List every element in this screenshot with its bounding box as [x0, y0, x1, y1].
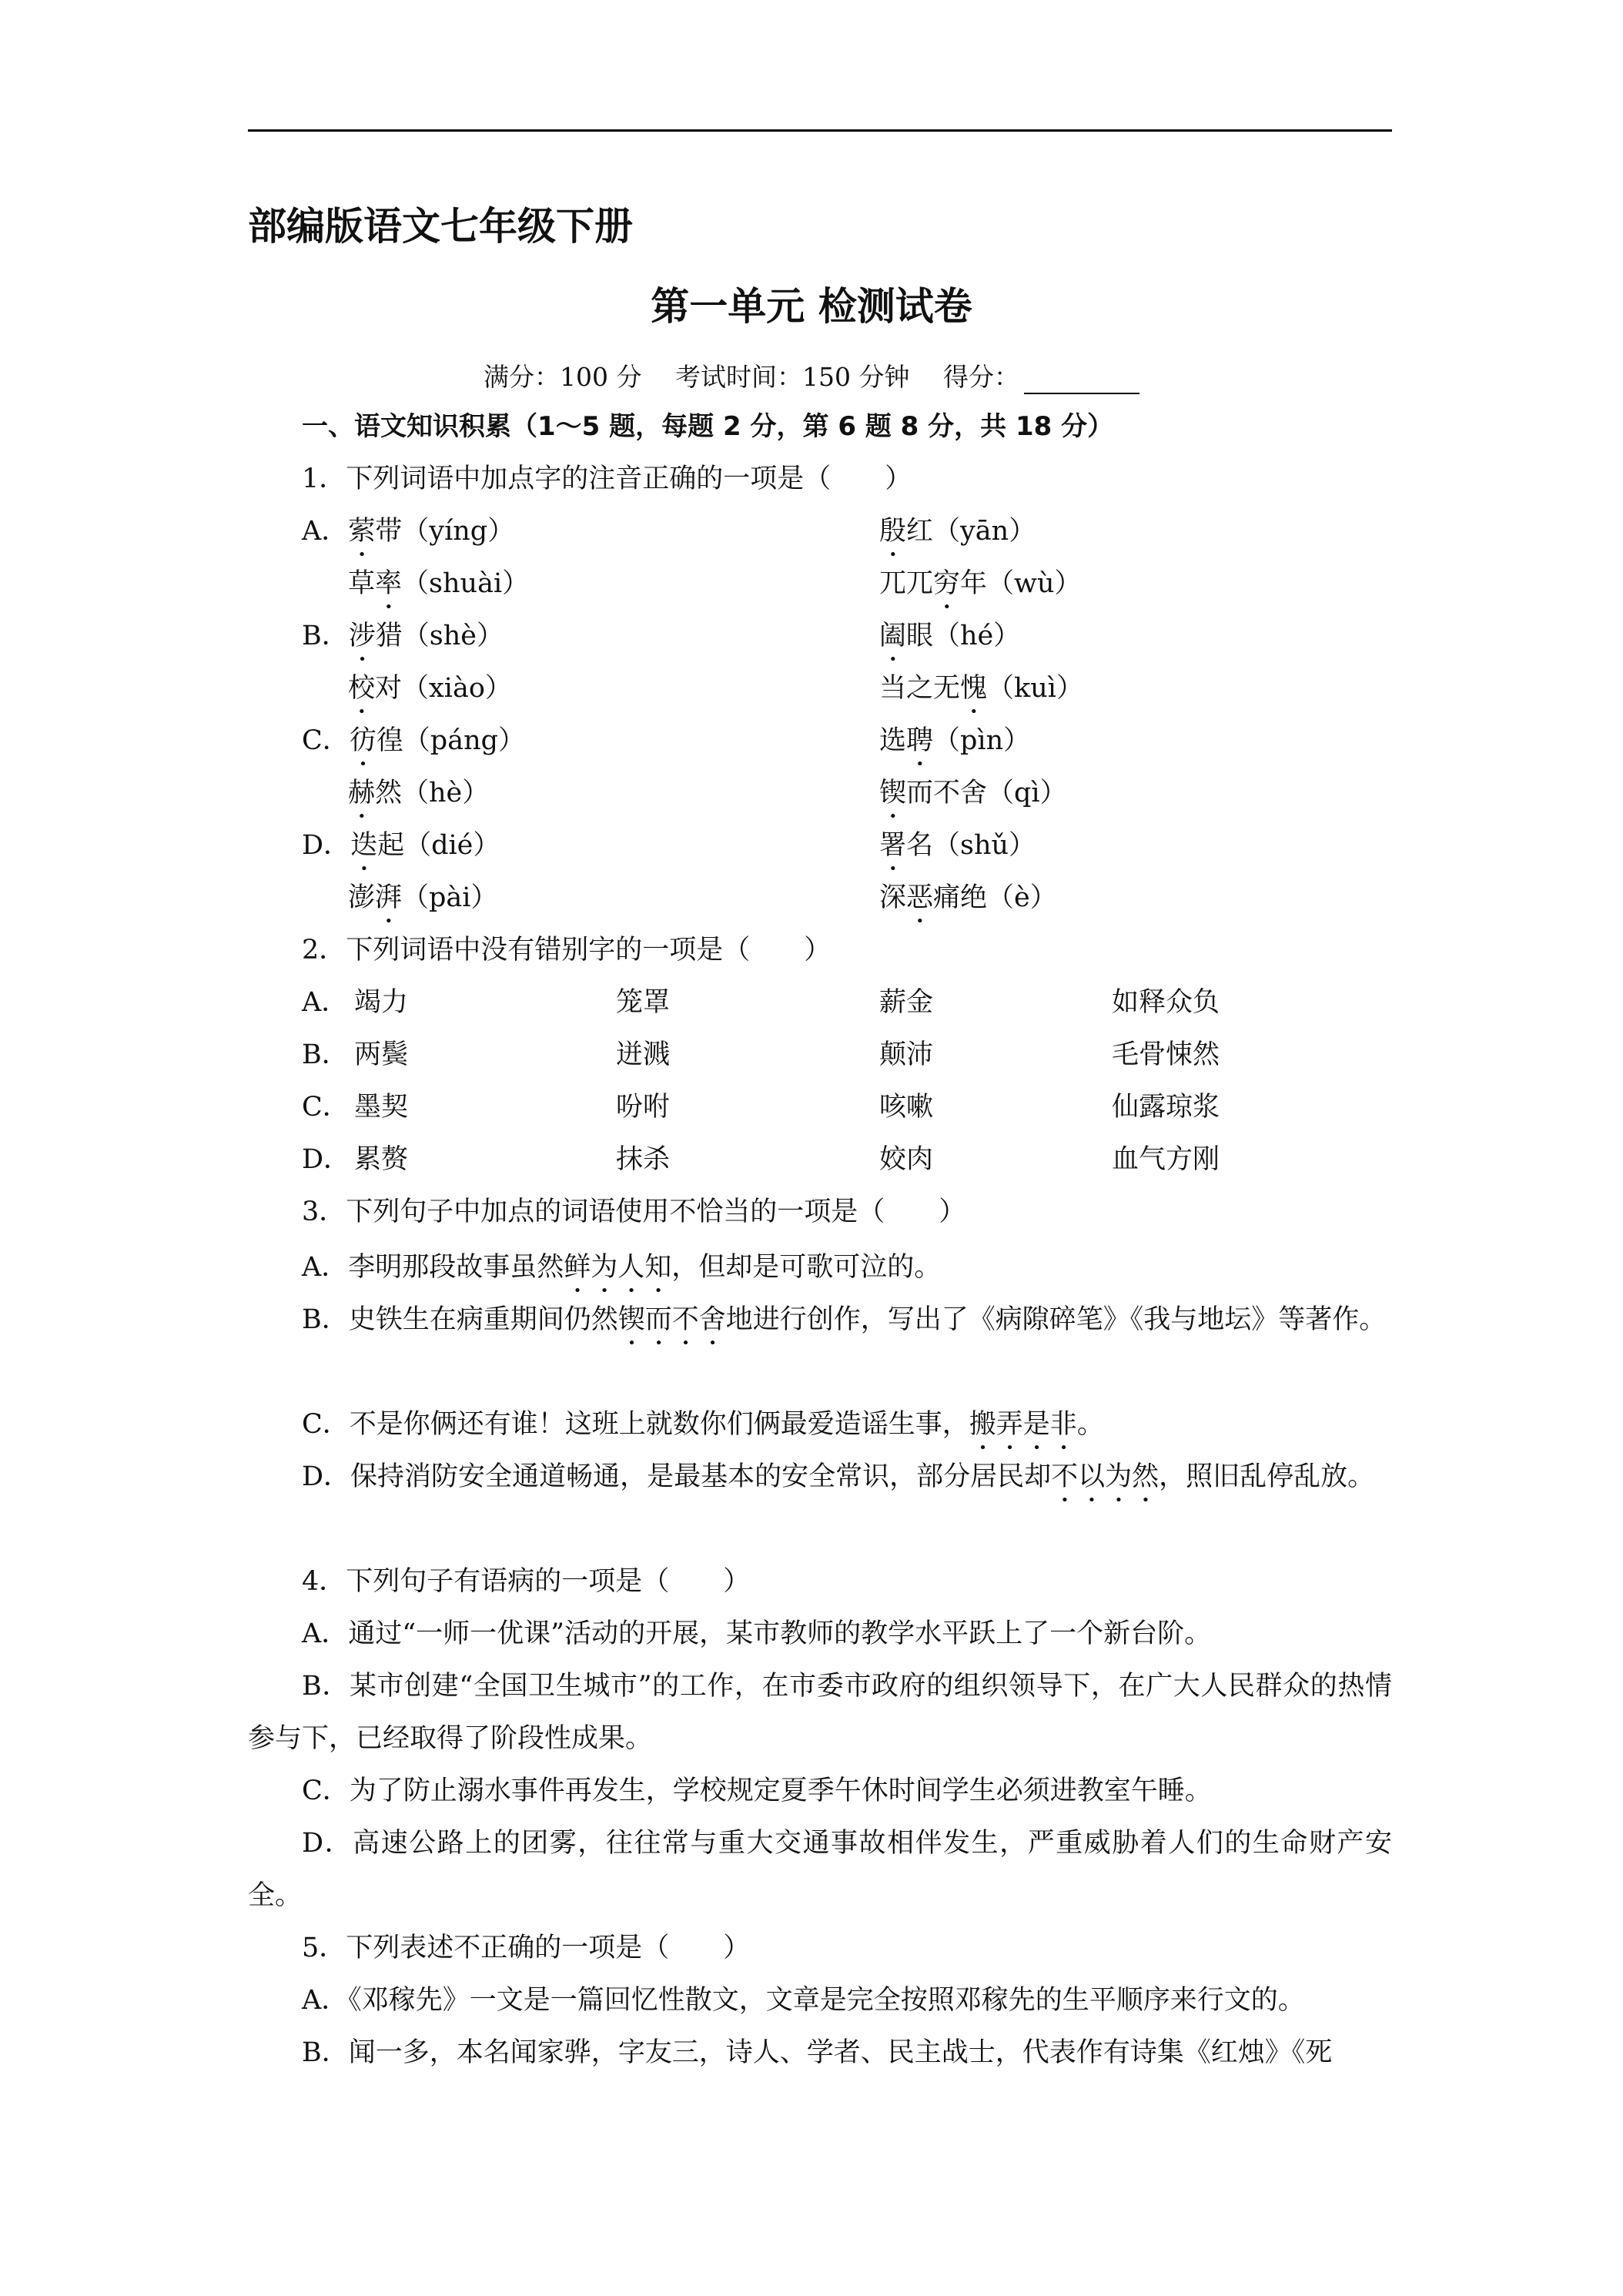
q2-option-label: B． [302, 1039, 349, 1070]
q2-word: 抹杀 [616, 1144, 671, 1175]
q2-word: 墨契 [354, 1092, 409, 1123]
q2-stem: 2．下列词语中没有错别字的一项是（ ） [302, 935, 832, 966]
q1-option-d-right1: 署名（shǔ） [879, 830, 1036, 861]
q1-option-d-right2: 深恶痛绝（è） [879, 882, 1057, 913]
section-title: 一、语文知识积累（1～5 题，每题 2 分，第 6 题 8 分，共 18 分） [302, 411, 1114, 442]
q2-word: 竭力 [354, 987, 409, 1018]
q3-option-c: C．不是你俩还有谁！这班上就数你们俩最爱造谣生事，搬弄是非。 [302, 1409, 1104, 1440]
q2-option-label: C． [302, 1092, 350, 1123]
q2-word: 迸溅 [616, 1039, 671, 1070]
q1-option-c-left1: C．彷徨（páng） [302, 725, 526, 756]
q2-option-label: D． [302, 1144, 351, 1175]
q2-word: 累赘 [354, 1144, 409, 1175]
q1-option-b-right1: 阖眼（hé） [879, 621, 1021, 651]
header-rule [248, 129, 1392, 132]
q1-option-c-left2: 赫然（hè） [348, 778, 490, 808]
q4-option-a: A．通过“一师一优课”活动的开展，某市教师的教学水平跃上了一个新台阶。 [302, 1618, 1212, 1649]
q1-option-a-right2: 兀兀穷年（wù） [879, 568, 1082, 599]
q2-word: 如释众负 [1112, 987, 1220, 1018]
q2-word: 姣肉 [879, 1144, 934, 1175]
q4-stem: 4．下列句子有语病的一项是（ ） [302, 1566, 751, 1597]
q1-option-c-right1: 选聘（pìn） [879, 725, 1031, 756]
q1-option-d-left2: 澎湃（pài） [348, 882, 498, 913]
q2-word: 薪金 [879, 987, 934, 1018]
q4-option-d: D．高速公路上的团雾，往往常与重大交通事故相伴发生，严重威胁着人们的生命财产安全。 [248, 1828, 1392, 1911]
q3-stem: 3．下列句子中加点的词语使用不恰当的一项是（ ） [302, 1197, 966, 1227]
unit-title: 第一单元 检测试卷 [651, 284, 972, 329]
q4-option-c: C．为了防止溺水事件再发生，学校规定夏季午休时间学生必须进教室午睡。 [302, 1776, 1212, 1806]
q1-option-b-right2: 当之无愧（kuì） [879, 673, 1083, 704]
q2-word: 仙露琼浆 [1112, 1092, 1220, 1123]
q2-word: 笼罩 [616, 987, 671, 1018]
score-blank [1024, 370, 1139, 394]
book-title: 部编版语文七年级下册 [248, 204, 633, 249]
q1-option-d-left1: D．迭起（dié） [302, 830, 500, 861]
exam-meta [0, 360, 1623, 394]
q1-option-c-right2: 锲而不舍（qì） [879, 778, 1067, 808]
q1-option-b-left1: B．涉猎（shè） [302, 621, 504, 651]
q1-option-a-right1: 殷红（yān） [879, 516, 1036, 547]
score-label: 得分： [942, 362, 1019, 392]
q3-option-b: B．史铁生在病重期间仍然锲而不舍地进行创作，写出了《病隙碎笔》《我与地坛》等著作。 [302, 1304, 1387, 1335]
q5-option-a: A．《邓稼先》一文是一篇回忆性散文，文章是完全按照邓稼先的生平顺序来行文的。 [302, 1985, 1305, 2016]
q2-word: 吩咐 [616, 1092, 671, 1123]
q2-word: 血气方刚 [1112, 1144, 1220, 1175]
q3-option-d: D．保持消防安全通道畅通，是最基本的安全常识，部分居民却不以为然，照旧乱停乱放。 [302, 1461, 1375, 1492]
exam-time: 考试时间：150 分钟 [675, 362, 910, 392]
full-score: 满分：100 分 [484, 362, 642, 392]
q2-word: 颠沛 [879, 1039, 934, 1070]
q5-stem: 5．下列表述不正确的一项是（ ） [302, 1933, 751, 1963]
q5-option-b: B．闻一多，本名闻家骅，字友三，诗人、学者、民主战士，代表作有诗集《红烛》《死 [302, 2037, 1333, 2068]
q1-stem: 1．下列词语中加点字的注音正确的一项是（ ） [302, 464, 912, 494]
q2-word: 两鬓 [354, 1039, 409, 1070]
q1-option-a-left2: 草率（shuài） [348, 568, 530, 599]
q2-word: 毛骨悚然 [1112, 1039, 1220, 1070]
q1-option-b-left2: 校对（xiào） [348, 673, 512, 704]
q3-option-a: A．李明那段故事虽然鲜为人知，但却是可歌可泣的。 [302, 1252, 942, 1283]
q1-option-a-left1: A．萦带（yíng） [302, 516, 515, 547]
q2-option-label: A． [302, 987, 349, 1018]
q2-word: 咳嗽 [879, 1092, 934, 1123]
q4-option-b: B．某市创建“全国卫生城市”的工作，在市委市政府的组织领导下，在广大人民群众的热情参与下，已经取得了阶段性成果。 [248, 1671, 1392, 1754]
